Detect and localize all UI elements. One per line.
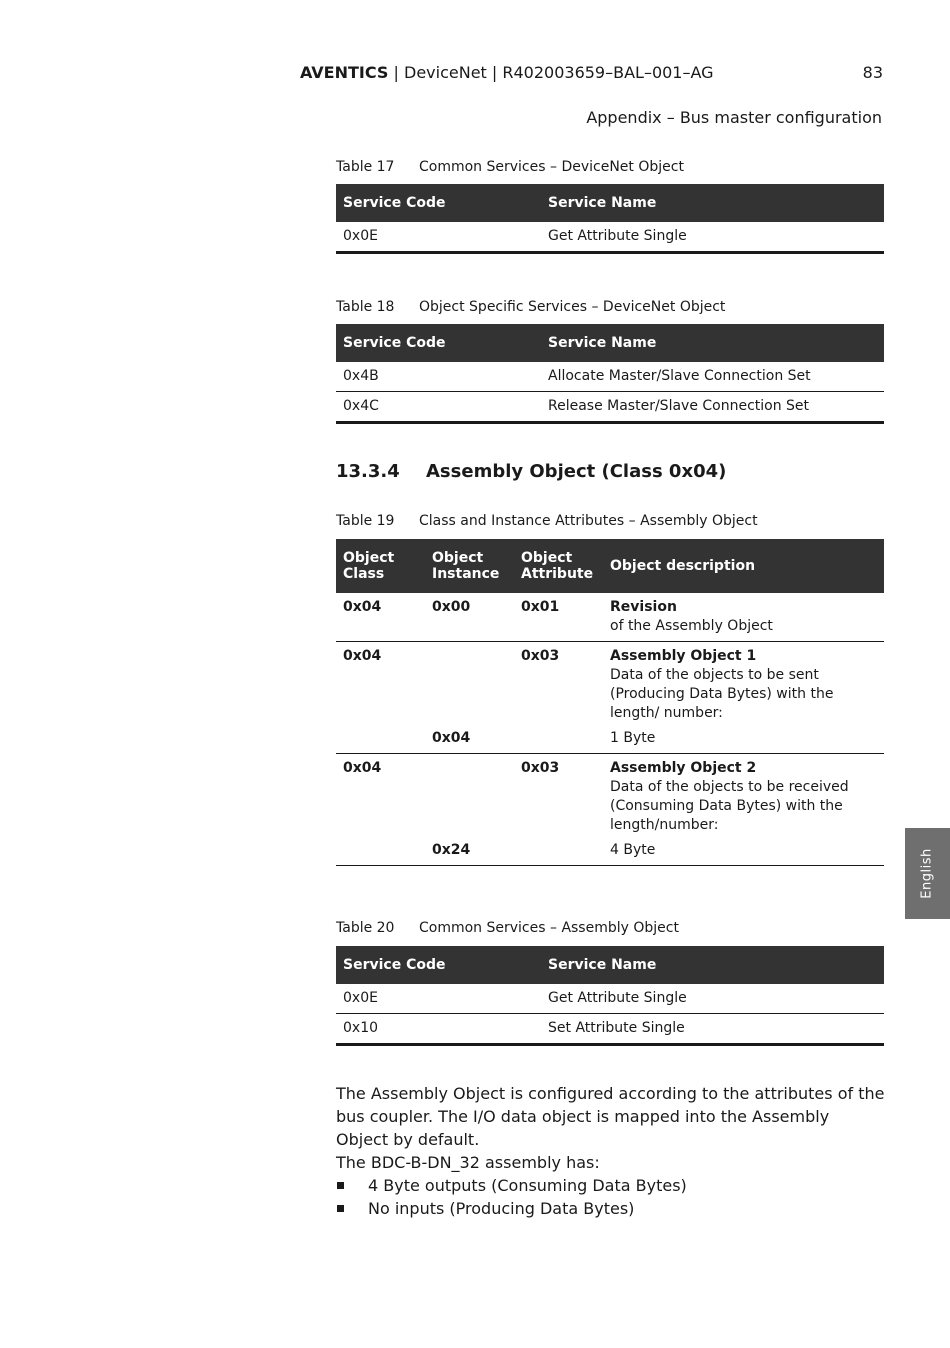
table-row: [336, 593, 884, 642]
object-instance: 0x24: [425, 835, 514, 866]
bullet-list: [336, 1174, 886, 1220]
object-class: 0x04: [336, 593, 425, 642]
object-attribute: 0x01: [514, 593, 603, 642]
list-item-text: No inputs (Producing Data Bytes): [368, 1199, 635, 1218]
table-20: [336, 946, 884, 1046]
list-item: [336, 1197, 886, 1220]
table-row: [336, 723, 884, 754]
list-item: [336, 1174, 886, 1197]
column-header: Service Code: [336, 946, 541, 984]
table-row: [336, 984, 884, 1014]
table-row: [336, 642, 884, 724]
table-number: Table 19: [336, 513, 395, 529]
service-name: Get Attribute Single: [541, 222, 884, 253]
table-title: Common Services – DeviceNet Object: [419, 159, 684, 175]
table-number: Table 18: [336, 299, 395, 315]
table-19: [336, 539, 884, 866]
section-number: 13.3.4: [336, 461, 400, 482]
page-header: [300, 62, 883, 84]
table-header-row: [336, 946, 884, 984]
table-19-caption: [336, 512, 758, 530]
service-name: Get Attribute Single: [541, 984, 884, 1014]
table-title: Common Services – Assembly Object: [419, 920, 679, 936]
column-header: Service Code: [336, 324, 541, 362]
table-row: [336, 835, 884, 866]
object-attribute: 0x03: [521, 648, 560, 664]
table-17: [336, 184, 884, 254]
object-class: 0x04: [343, 760, 382, 776]
document-reference: | DeviceNet | R402003659–BAL–001–AG: [388, 63, 714, 82]
object-class: 0x04: [343, 648, 382, 664]
object-description: [603, 642, 884, 724]
service-code: 0x10: [336, 1014, 541, 1045]
column-header: Object Attribute: [514, 539, 603, 593]
column-header: Object Class: [336, 539, 425, 593]
table-row: [336, 362, 884, 392]
object-class: [336, 835, 425, 866]
table-18-caption: [336, 298, 725, 316]
table-row: [336, 1014, 884, 1045]
paragraph: The BDC-B-DN_32 assembly has:: [336, 1153, 600, 1172]
paragraph: The Assembly Object is configured according to the attributes of the bus coupler. The I/O data object is mapped into the Assembly Object by default.: [336, 1084, 885, 1149]
object-attribute: [514, 723, 603, 754]
body-text: [336, 1082, 886, 1220]
table-row: [336, 754, 884, 836]
table-title: Object Specific Services – DeviceNet Object: [419, 299, 726, 315]
table-17-caption: [336, 158, 684, 176]
column-header: Object Instance: [425, 539, 514, 593]
table-row: [336, 222, 884, 253]
page-number: 83: [862, 63, 883, 82]
service-code: 0x4C: [336, 392, 541, 423]
table-header-row: [336, 324, 884, 362]
service-code: 0x0E: [336, 984, 541, 1014]
table-number: Table 17: [336, 159, 395, 175]
object-attribute: 0x03: [521, 760, 560, 776]
service-code: 0x0E: [336, 222, 541, 253]
language-tab: [905, 828, 950, 919]
square-bullet-icon: [337, 1205, 344, 1212]
column-header: Service Name: [541, 184, 884, 222]
table-number: Table 20: [336, 920, 395, 936]
table-title: Class and Instance Attributes – Assembly Object: [419, 513, 758, 529]
table-20-caption: [336, 919, 679, 937]
description-title: Revision: [610, 599, 677, 615]
object-attribute: [514, 835, 603, 866]
service-name: Set Attribute Single: [541, 1014, 884, 1045]
table-row: [336, 392, 884, 423]
object-instance: 0x04: [425, 723, 514, 754]
column-header: Service Name: [541, 324, 884, 362]
description-text: Data of the objects to be received (Consuming Data Bytes) with the length/number:: [610, 779, 849, 833]
chapter-title: Appendix – Bus master configuration: [586, 108, 882, 127]
list-item-text: 4 Byte outputs (Consuming Data Bytes): [368, 1176, 687, 1195]
service-name: Allocate Master/Slave Connection Set: [541, 362, 884, 392]
language-tab-label: English: [920, 848, 936, 899]
object-description: 1 Byte: [603, 723, 884, 754]
object-description: [603, 593, 884, 642]
object-description: [603, 754, 884, 836]
section-title: Assembly Object (Class 0x04): [426, 461, 727, 482]
service-code: 0x4B: [336, 362, 541, 392]
table-header-row: [336, 539, 884, 593]
object-description: 4 Byte: [603, 835, 884, 866]
description-text: of the Assembly Object: [610, 618, 773, 634]
description-title: Assembly Object 2: [610, 760, 757, 776]
square-bullet-icon: [337, 1182, 344, 1189]
table-header-row: [336, 184, 884, 222]
brand-name: AVENTICS: [300, 63, 389, 82]
description-text: Data of the objects to be sent (Producing Data Bytes) with the length/ number:: [610, 667, 834, 721]
column-header: Service Code: [336, 184, 541, 222]
service-name: Release Master/Slave Connection Set: [541, 392, 884, 423]
object-instance: 0x00: [425, 593, 514, 642]
object-instance: [425, 642, 514, 724]
column-header: Service Name: [541, 946, 884, 984]
section-heading: [336, 461, 726, 482]
table-18: [336, 324, 884, 424]
column-header: Object description: [603, 539, 884, 593]
object-class: [336, 723, 425, 754]
description-title: Assembly Object 1: [610, 648, 757, 664]
object-instance: [425, 754, 514, 836]
